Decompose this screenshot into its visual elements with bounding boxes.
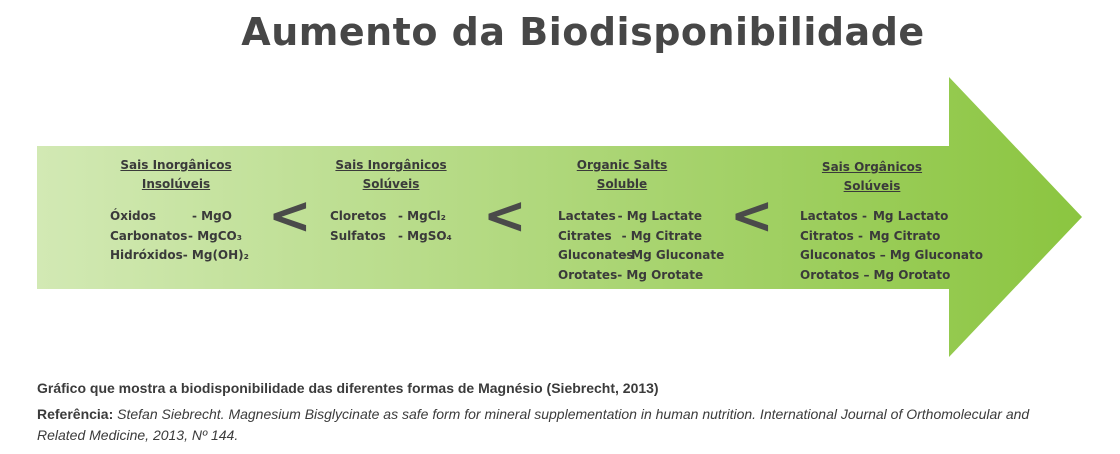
salt-formula: - Mg Orotate: [617, 267, 704, 282]
salt-name: Lactates: [558, 209, 616, 223]
salt-row: [558, 266, 702, 286]
salt-formula: - MgCl₂: [398, 209, 446, 223]
salt-name: Gluconates: [558, 248, 634, 262]
salt-row: [110, 227, 242, 247]
salt-row: [800, 266, 950, 286]
group-heading: [550, 156, 694, 194]
salt-formula: - Mg Gluconate: [622, 248, 725, 262]
group-organic-soluble-pt: [800, 156, 984, 285]
salt-row: [110, 207, 242, 227]
salt-row: [558, 246, 725, 266]
salt-formula: - MgO: [192, 209, 232, 223]
heading-line-1: Organic Salts: [576, 158, 668, 172]
group-heading: [797, 158, 947, 196]
group-inorganic-soluble: [330, 156, 452, 246]
salt-name: Lactatos -: [800, 209, 867, 223]
salt-name: Orotatos –: [800, 267, 870, 282]
salt-row: [558, 227, 702, 247]
salt-row: [558, 207, 702, 227]
diagram-title: Aumento da Biodisponibilidade: [241, 10, 925, 54]
group-inorganic-insoluble: [110, 156, 249, 266]
salt-name: Citratos -: [800, 228, 863, 243]
salt-list: [800, 207, 984, 285]
less-than-separator: <: [730, 186, 774, 246]
salt-formula: Mg Orotato: [873, 267, 951, 282]
salt-row: [800, 207, 950, 227]
reference-label: Referência:: [37, 406, 114, 422]
salt-name: Sulfatos: [330, 228, 386, 243]
salt-list: [558, 207, 725, 285]
group-heading: [330, 156, 452, 194]
salt-name: Cloretos: [330, 209, 387, 223]
salt-row: [110, 246, 249, 266]
salt-formula: Mg Citrato: [868, 228, 941, 243]
salt-name: Óxidos: [110, 209, 157, 223]
heading-line-2: Solúveis: [843, 179, 901, 193]
less-than-separator: <: [268, 186, 312, 246]
heading-line-2: Soluble: [596, 177, 648, 191]
salt-formula: Mg Gluconato: [889, 248, 984, 262]
heading-line-1: Sais Inorgânicos: [335, 158, 447, 172]
salt-row: [330, 227, 452, 247]
salt-name: Gluconatos –: [800, 248, 886, 262]
heading-line-1: Sais Orgânicos: [821, 160, 923, 174]
salt-formula: - Mg Lactate: [617, 209, 702, 223]
figure-caption: Gráfico que mostra a biodisponibilidade das diferentes formas de Magnésio (Siebrecht, 2013): [37, 380, 659, 396]
group-organic-soluble-en: [558, 156, 725, 285]
less-than-separator: <: [483, 186, 527, 246]
salt-formula: - MgCO₃: [188, 228, 242, 243]
salt-row: [800, 227, 950, 247]
salt-formula: Mg Lactato: [872, 209, 949, 223]
reference: [37, 404, 1077, 446]
heading-line-2: Solúveis: [362, 177, 420, 191]
salt-formula: - Mg(OH)₂: [182, 248, 249, 262]
group-heading: [110, 156, 242, 194]
salt-name: Citrates: [558, 228, 612, 243]
salt-row: [800, 246, 984, 266]
heading-line-1: Sais Inorgânicos: [120, 158, 232, 172]
heading-line-2: Insolúveis: [141, 177, 211, 191]
salt-name: Carbonatos: [110, 228, 188, 243]
salt-name: Orotates: [558, 267, 618, 282]
salt-name: Hidróxidos: [110, 248, 183, 262]
salt-list: [330, 207, 452, 246]
reference-text: Stefan Siebrecht. Magnesium Bisglycinate as safe form for mineral supplementation in human nutrition. International Journal of Orthomolecular and Related Medicine, 2013, Nº 144.: [37, 406, 1030, 443]
salt-formula: - Mg Citrate: [621, 228, 702, 243]
salt-list: [110, 207, 249, 266]
salt-row: [330, 207, 452, 227]
salt-formula: - MgSO₄: [398, 228, 452, 243]
